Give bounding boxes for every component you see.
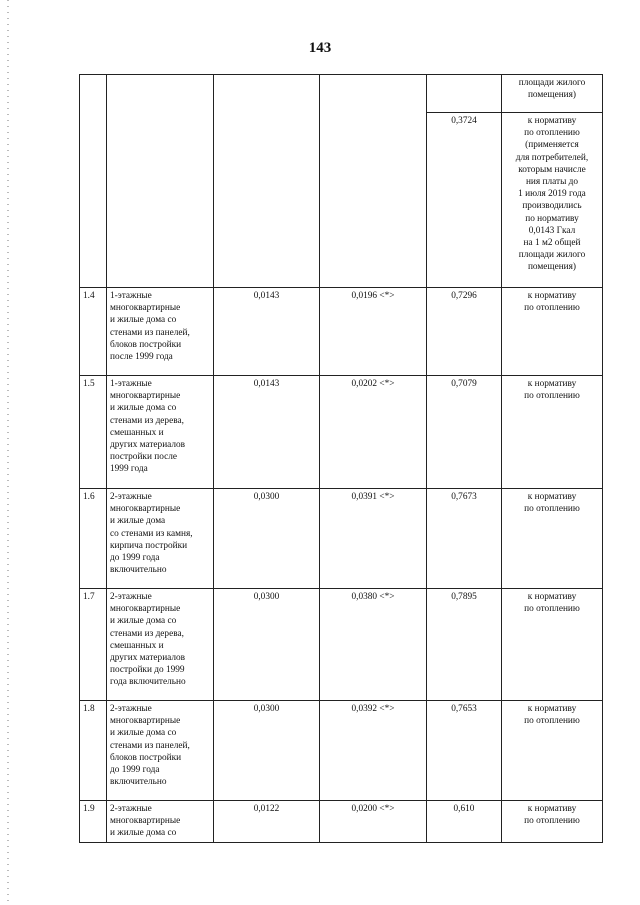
cell-note bbox=[502, 376, 603, 489]
desc-text: 2-этажные многоквартирные и жилые дома со стенами из панелей, блоков постройки до 1999 года включительно bbox=[110, 704, 190, 788]
table-row bbox=[80, 288, 603, 376]
cell-val2: 0,0391 <*> bbox=[320, 489, 427, 589]
table-row bbox=[80, 589, 603, 701]
cell-note bbox=[502, 489, 603, 589]
cell-val1: 0,0143 bbox=[214, 288, 320, 376]
cell-val1: 0,0300 bbox=[214, 489, 320, 589]
table-row bbox=[80, 376, 603, 489]
note-text: к нормативу по отоплению (применяется для потребителей, которым начисле ния платы до 1 июля 2019 года производились по нормативу 0,0143 Гкал на 1 м2 общей площади жилого помещения) bbox=[515, 116, 589, 273]
cell-note bbox=[502, 589, 603, 701]
cell-desc bbox=[107, 701, 214, 801]
cell-num: 1.5 bbox=[80, 376, 107, 489]
cell-val2: 0,0202 <*> bbox=[320, 376, 427, 489]
cell-val3: 0,3724 bbox=[427, 113, 502, 288]
cell-desc bbox=[107, 489, 214, 589]
cell-num: 1.8 bbox=[80, 701, 107, 801]
cell-val3: 0,7673 bbox=[427, 489, 502, 589]
cell-desc bbox=[107, 801, 214, 843]
table-row bbox=[80, 489, 603, 589]
cell-val3: 0,7653 bbox=[427, 701, 502, 801]
cell-note bbox=[502, 75, 603, 113]
note-text: площади жилого помещения) bbox=[518, 78, 586, 101]
cell-note bbox=[502, 113, 603, 288]
page-number: 143 bbox=[308, 40, 332, 56]
cell-num: 1.4 bbox=[80, 288, 107, 376]
cell-desc bbox=[107, 376, 214, 489]
cell-val3: 0,610 bbox=[427, 801, 502, 843]
cell-num: 1.9 bbox=[80, 801, 107, 843]
cell-desc bbox=[107, 589, 214, 701]
desc-text: 2-этажные многоквартирные и жилые дома со стенами из камня, кирпича постройки до 1999 года включительно bbox=[110, 492, 193, 576]
desc-text: 1-этажные многоквартирные и жилые дома со стенами из дерева, смешанных и других материалов постройки после 1999 года bbox=[110, 379, 186, 475]
cell-val3 bbox=[427, 75, 502, 113]
cell-note bbox=[502, 701, 603, 801]
table-row bbox=[80, 701, 603, 801]
note-text: к нормативу по отоплению bbox=[524, 804, 580, 827]
cell-desc bbox=[107, 75, 214, 288]
cell-num bbox=[80, 75, 107, 288]
cell-val3: 0,7296 bbox=[427, 288, 502, 376]
note-text: к нормативу по отоплению bbox=[524, 704, 580, 727]
cell-num: 1.7 bbox=[80, 589, 107, 701]
cell-val3: 0,7895 bbox=[427, 589, 502, 701]
desc-text: 1-этажные многоквартирные и жилые дома со стенами из панелей, блоков постройки после 1999 года bbox=[110, 291, 190, 363]
norms-table bbox=[79, 74, 603, 843]
cell-val1 bbox=[214, 75, 320, 288]
note-text: к нормативу по отоплению bbox=[524, 379, 580, 402]
table-row-continuation bbox=[80, 75, 603, 113]
note-text: к нормативу по отоплению bbox=[524, 492, 580, 515]
cell-val2: 0,0200 <*> bbox=[320, 801, 427, 843]
cell-val1: 0,0143 bbox=[214, 376, 320, 489]
cell-num: 1.6 bbox=[80, 489, 107, 589]
cell-val2 bbox=[320, 75, 427, 288]
cell-val1: 0,0300 bbox=[214, 589, 320, 701]
cell-desc bbox=[107, 288, 214, 376]
cell-val1: 0,0300 bbox=[214, 701, 320, 801]
note-text: к нормативу по отоплению bbox=[524, 291, 580, 314]
cell-val1: 0,0122 bbox=[214, 801, 320, 843]
cell-val2: 0,0196 <*> bbox=[320, 288, 427, 376]
cell-val2: 0,0380 <*> bbox=[320, 589, 427, 701]
cell-val3: 0,7079 bbox=[427, 376, 502, 489]
desc-text: 2-этажные многоквартирные и жилые дома со стенами из дерева, смешанных и других материалов постройки до 1999 года включительно bbox=[110, 592, 186, 688]
cell-val2: 0,0392 <*> bbox=[320, 701, 427, 801]
cell-note bbox=[502, 801, 603, 843]
table-row bbox=[80, 801, 603, 843]
scan-edge-marks bbox=[7, 0, 9, 905]
cell-note bbox=[502, 288, 603, 376]
desc-text: 2-этажные многоквартирные и жилые дома со bbox=[110, 804, 181, 839]
note-text: к нормативу по отоплению bbox=[524, 592, 580, 615]
